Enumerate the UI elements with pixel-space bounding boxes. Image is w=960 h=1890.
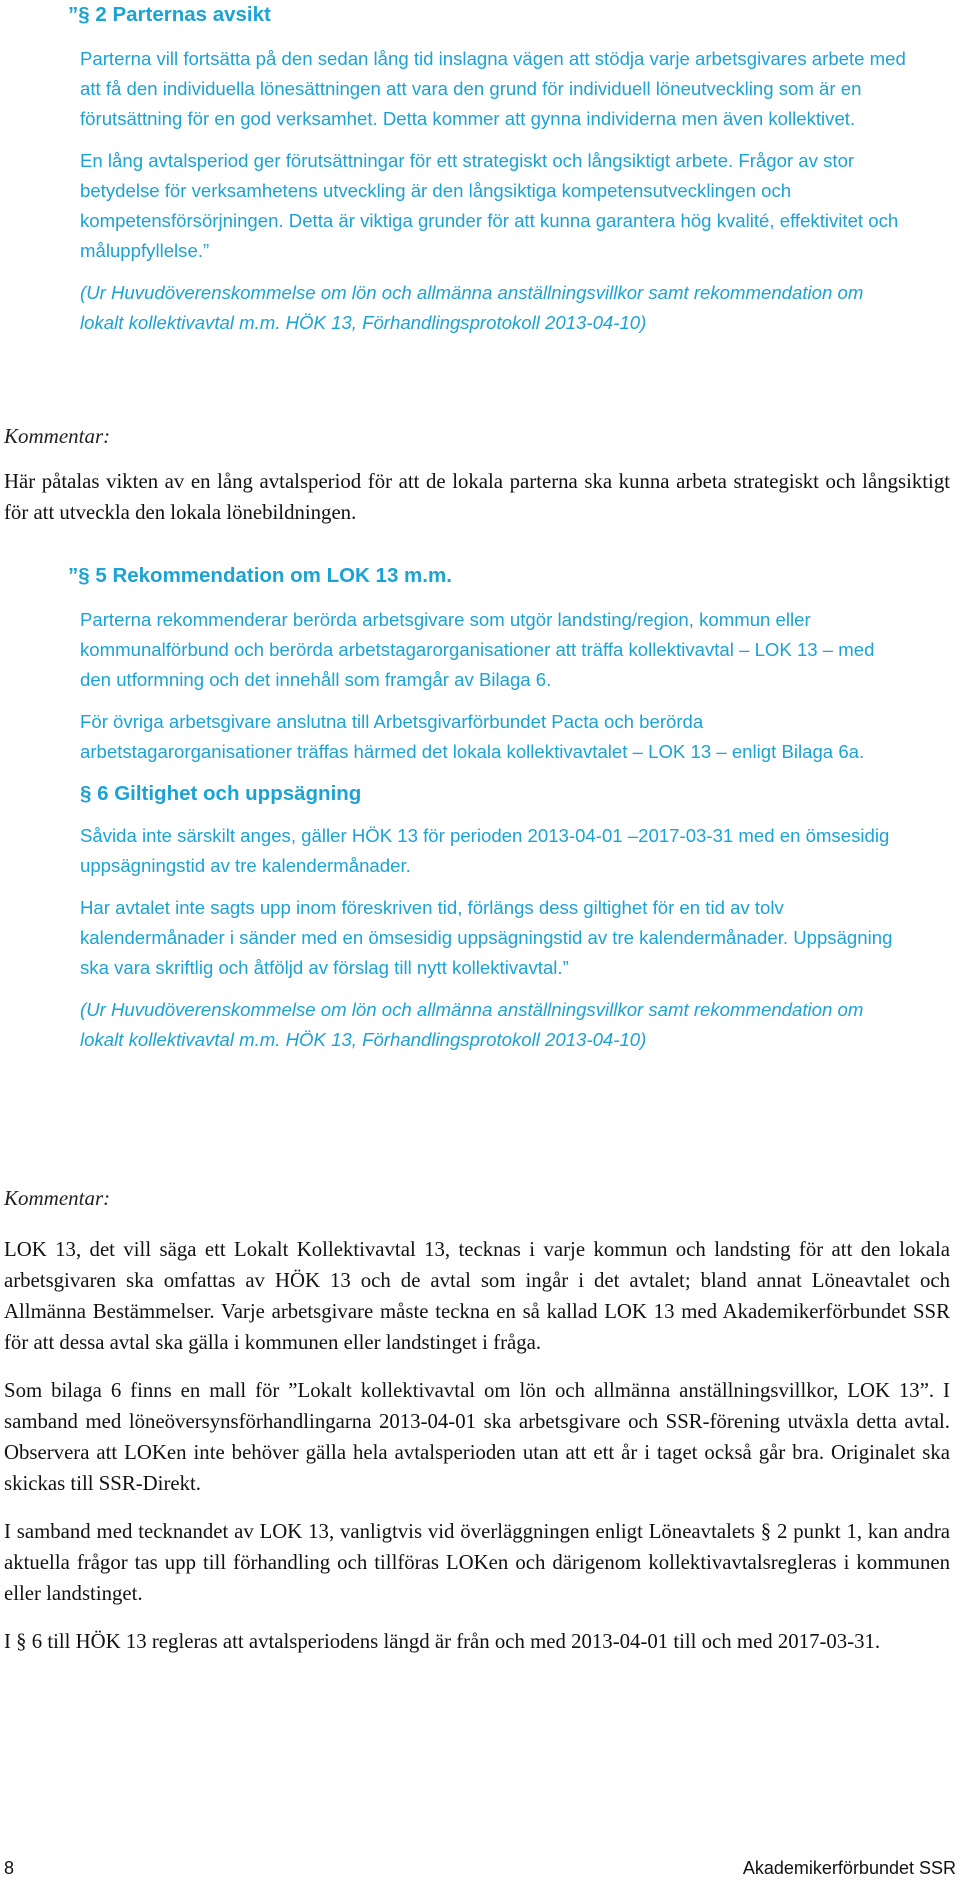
section-6-heading: § 6 Giltighet och uppsägning	[80, 782, 362, 805]
section-5-heading: ”§ 5 Rekommendation om LOK 13 m.m.	[68, 564, 452, 587]
section-5-quote	[68, 561, 910, 1055]
comment-2-paragraph-1: LOK 13, det vill säga ett Lokalt Kollektivavtal 13, tecknas i varje kommun och landsting för att den lokala arbetsgivaren ska omfattas av HÖK 13 och de avtal som ingår i det avtalet; bland annat Löneavtalet och Allmänna Bestämmelser. Varje arbetsgivare måste teckna en så kallad LOK 13 med Akademikerförbundet SSR för att dessa avtal ska gälla i kommunen eller landstinget i fråga.	[4, 1238, 950, 1354]
comment-2-label: Kommentar:	[4, 1186, 111, 1210]
section-2-paragraph-2: En lång avtalsperiod ger förutsättningar för ett strategiskt och långsiktigt arbete. Frågor av stor betydelse för verksamhetens utveckling är den långsiktiga kompetensutvecklingen och kompetensförsörjningen. Detta är viktiga grunder för att kunna garantera hög kvalité, effektivitet och måluppfyllelse.”	[80, 150, 899, 261]
section-2-paragraph-1: Parterna vill fortsätta på den sedan lång tid inslagna vägen att stödja varje arbetsgivares arbete med att få den individuella lönesättningen att vara den grund för individuell löneutveckling som är en förutsättning för en god verksamhet. Detta kommer att gynna individerna men även kollektivet.	[80, 48, 906, 129]
section-2-source: (Ur Huvudöverenskommelse om lön och allmänna anställningsvillkor samt rekommendation om lokalt kollektivavtal m.m. HÖK 13, Förhandlingsprotokoll 2013-04-10)	[80, 282, 864, 333]
comment-2-paragraph-4: I § 6 till HÖK 13 regleras att avtalsperiodens längd är från och med 2013-04-01 till och med 2017-03-31.	[4, 1630, 881, 1653]
footer-organization: Akademikerförbundet SSR	[742, 1858, 956, 1878]
section-2-quote	[68, 0, 910, 338]
comment-1-body	[4, 466, 950, 545]
section-5-paragraph-1: Parterna rekommenderar berörda arbetsgivare som utgör landsting/region, kommun eller kommunalförbund och berörda arbetstagarorganisationer att träffa kollektivavtal – LOK 13 – med den utformning och det innehåll som framgår av Bilaga 6.	[80, 609, 875, 690]
comment-1-label: Kommentar:	[4, 424, 111, 448]
section-2-heading: ”§ 2 Parternas avsikt	[68, 3, 271, 26]
comment-2-paragraph-3: I samband med tecknandet av LOK 13, vanligtvis vid överläggningen enligt Löneavtalets § 2 punkt 1, kan andra aktuella frågor tas upp till förhandling och tillföras LOKen och därigenom kollektivavtalsregleras i kommunen eller landstinget.	[4, 1520, 950, 1605]
page-number: 8	[4, 1858, 15, 1878]
comment-1-text: Här påtalas vikten av en lång avtalsperiod för att de lokala parterna ska kunna arbeta strategiskt och långsiktigt för att utveckla den lokala lönebildningen.	[4, 470, 950, 524]
section-6-paragraph-1: Såvida inte särskilt anges, gäller HÖK 13 för perioden 2013-04-01 –2017-03-31 med en ömsesidig uppsägningstid av tre kalendermånader.	[80, 825, 890, 876]
comment-2-body	[4, 1234, 950, 1674]
section-5-paragraph-2: För övriga arbetsgivare anslutna till Arbetsgivarförbundet Pacta och berörda arbetstagarorganisationer träffas härmed det lokala kollektivavtalet – LOK 13 – enligt Bilaga 6a.	[80, 711, 865, 762]
section-6-paragraph-2: Har avtalet inte sagts upp inom föreskriven tid, förlängs dess giltighet för en tid av tolv kalendermånader i sänder med en ömsesidig uppsägningstid av tre kalendermånader. Uppsägning ska vara skriftlig och åtföljd av förslag till nytt kollektivavtal.”	[80, 897, 893, 978]
comment-2-paragraph-2: Som bilaga 6 finns en mall för ”Lokalt kollektivavtal om lön och allmänna anställningsvillkor, LOK 13”. I samband med löneöversynsförhandlingarna 2013-04-01 ska arbetsgivare och SSR-förening utväxla detta avtal. Observera att LOKen inte behöver gälla hela avtalsperioden utan att ett år i taget också går bra. Originalet ska skickas till SSR-Direkt.	[4, 1379, 950, 1495]
section-6-source: (Ur Huvudöverenskommelse om lön och allmänna anställningsvillkor samt rekommendation om lokalt kollektivavtal m.m. HÖK 13, Förhandlingsprotokoll 2013-04-10)	[80, 999, 864, 1050]
